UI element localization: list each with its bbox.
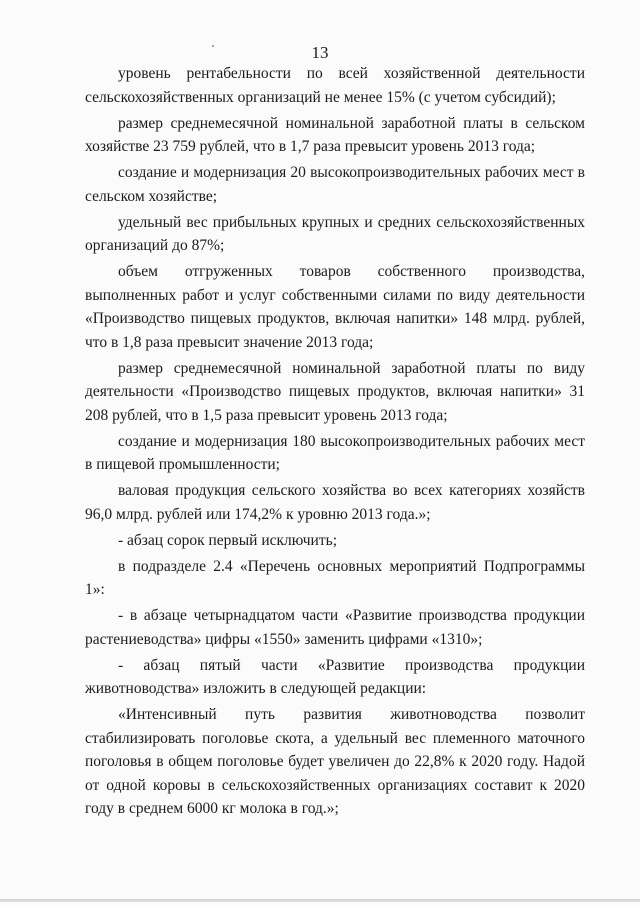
paragraph: уровень рентабельности по всей хозяйственной деятельности сельскохозяйственных организаций не менее 15% (с учетом субсидий); [85, 65, 585, 106]
page-number: 13 [311, 43, 329, 62]
paragraph: размер среднемесячной номинальной заработной платы по виду деятельности «Производство пищевых продуктов, включая напитки» 31 208 рублей, что в 1,5 раза превысит уровень 2013 года; [85, 359, 585, 424]
paragraph: создание и модернизация 20 высокопроизводительных рабочих мест в сельском хозяйстве; [85, 164, 585, 205]
document-body [85, 62, 585, 823]
paragraph: - абзац пятый части «Развитие производства продукции животноводства» изложить в следующей редакции: [85, 656, 585, 697]
paragraph: валовая продукция сельского хозяйства во всех категориях хозяйств 96,0 млрд. рублей или 174,2% к уровню 2013 года.»; [85, 482, 585, 523]
paragraph: размер среднемесячной номинальной заработной платы в сельском хозяйстве 23 759 рублей, что в 1,7 раза превысит уровень 2013 года; [85, 114, 585, 155]
paragraph: создание и модернизация 180 высокопроизводительных рабочих мест в пищевой промышленности; [85, 432, 585, 473]
paragraph: - в абзаце четырнадцатом части «Развитие производства продукции растениеводства» цифры «1550» заменить цифрами «1310»; [85, 607, 585, 648]
paragraph: удельный вес прибыльных крупных и средних сельскохозяйственных организаций до 87%; [85, 213, 585, 254]
quoted-paragraph: «Интенсивный путь развития животноводства позволит стабилизировать поголовье скота, а удельный вес племенного маточного поголовья в общем поголовье будет увеличен до 22,8% к 2020 году. Надой от одной коровы в сельскохозяйственных организациях составит к 2020 году в среднем 6000 кг молока в год.»; [85, 706, 585, 817]
paragraph: - абзац сорок первый исключить; [118, 531, 338, 549]
scan-bottom-edge [0, 899, 640, 902]
paragraph: объем отгруженных товаров собственного производства, выполненных работ и услуг собственными силами по виду деятельности «Производство пищевых продуктов, включая напитки» 148 млрд. рублей, что в 1,8 раза превысит значение 2013 года; [85, 263, 585, 351]
paragraph: в подразделе 2.4 «Перечень основных мероприятий Подпрограммы 1»: [85, 557, 585, 598]
